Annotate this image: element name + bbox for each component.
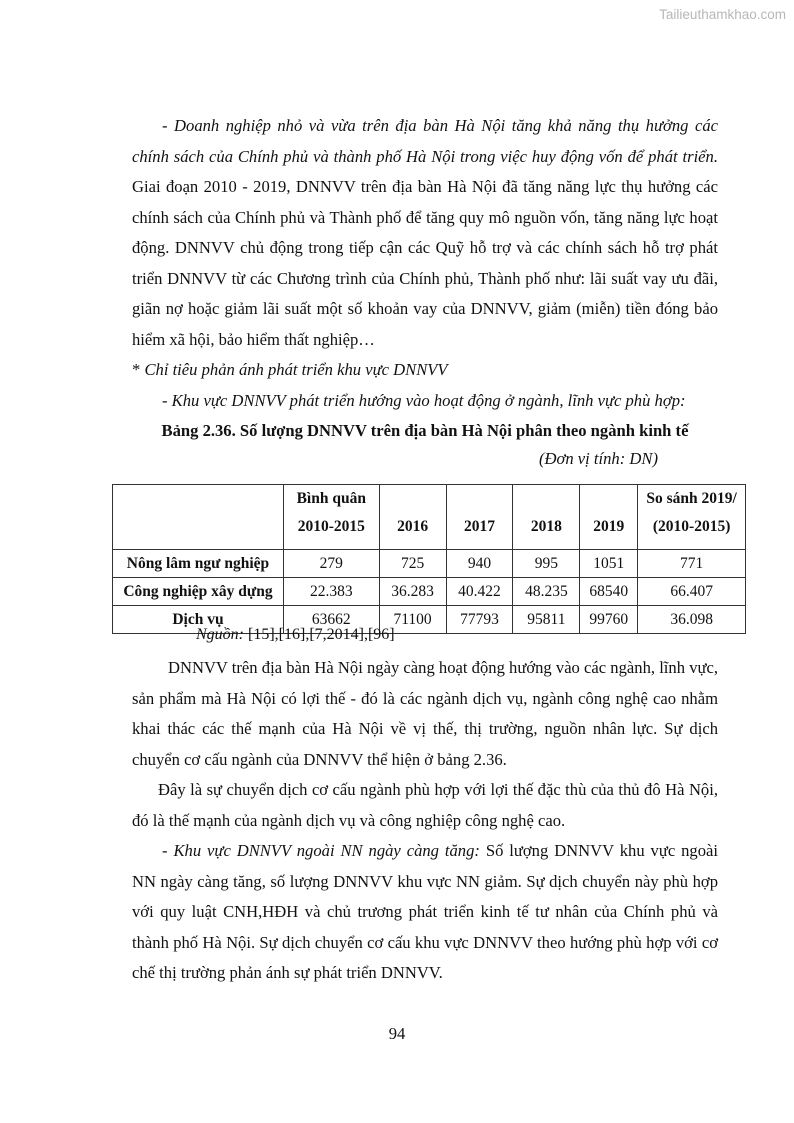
sector-table bbox=[112, 484, 746, 634]
row-sector: Nông lâm ngư nghiệp bbox=[113, 550, 284, 578]
cell-2019: 1051 bbox=[580, 550, 638, 578]
row-sector: Dịch vụ bbox=[113, 606, 284, 634]
indicator-heading-bullet: * bbox=[132, 360, 145, 379]
sector-subheading: - Khu vực DNNVV phát triển hướng vào hoạt động ở ngành, lĩnh vực phù hợp: bbox=[162, 390, 686, 410]
cell-2018: 95811 bbox=[513, 606, 580, 634]
table-unit: (Đơn vị tính: DN) bbox=[538, 449, 658, 468]
cell-2016: 36.283 bbox=[379, 578, 446, 606]
header-comparison: So sánh 2019/ (2010-2015) bbox=[638, 485, 746, 550]
cell-average: 63662 bbox=[283, 606, 379, 634]
cell-2019: 68540 bbox=[580, 578, 638, 606]
paragraph-body: Số lượng DNNVV khu vực ngoài NN ngày càng tăng, số lượng DNNVV khu vực NN giảm. Sự dịch chuyển này phù hợp với quy luật CNH,HĐH và chủ trương phát triển kinh tế tư nhân của Chính phủ và thành phố Hà Nội. Sự dịch chuyển cơ cấu khu vực DNNVV theo hướng phù hợp với cơ chế thị trường phản ánh sự phát triển DNNVV. bbox=[132, 841, 718, 982]
cell-comparison: 771 bbox=[638, 550, 746, 578]
cell-2016: 725 bbox=[379, 550, 446, 578]
header-average: Bình quân 2010-2015 bbox=[283, 485, 379, 550]
table-row bbox=[113, 550, 746, 578]
table-header-row bbox=[113, 485, 746, 550]
paragraph-capital-access bbox=[132, 111, 718, 355]
source-label: Nguồn: bbox=[196, 626, 244, 643]
table-source bbox=[196, 626, 395, 644]
table-title: Bảng 2.36. Số lượng DNNVV trên địa bàn Hà Nội phân theo ngành kinh tế bbox=[161, 421, 689, 440]
cell-comparison: 66.407 bbox=[638, 578, 746, 606]
cell-2019: 99760 bbox=[580, 606, 638, 634]
cell-comparison: 36.098 bbox=[638, 606, 746, 634]
cell-2016: 71100 bbox=[379, 606, 446, 634]
header-2017: 2017 bbox=[446, 485, 513, 550]
row-sector: Công nghiệp xây dựng bbox=[113, 578, 284, 606]
paragraph-body: Giai đoạn 2010 - 2019, DNNVV trên địa bàn Hà Nội đã tăng năng lực thụ hưởng các chính sách của Chính phủ và Thành phố để tăng quy mô nguồn vốn, tăng năng lực hoạt động. DNNVV chủ động trong tiếp cận các Quỹ hỗ trợ và các chính sách hỗ trợ phát triển DNNVV từ các Chương trình của Chính phủ, Thành phố như: lãi suất vay ưu đãi, giãn nợ hoặc giảm lãi suất một số khoản vay của DNNVV, giảm (miễn) tiền đóng bảo hiểm xã hội, bảo hiểm thất nghiệp… bbox=[132, 177, 718, 349]
cell-average: 279 bbox=[283, 550, 379, 578]
source-refs: [15],[16],[7,2014],[96] bbox=[244, 626, 395, 643]
header-2019: 2019 bbox=[580, 485, 638, 550]
indicator-heading bbox=[132, 355, 718, 386]
cell-2018: 48.235 bbox=[513, 578, 580, 606]
cell-2017: 40.422 bbox=[446, 578, 513, 606]
header-empty bbox=[113, 485, 284, 550]
paragraph-sector-shift: DNNVV trên địa bàn Hà Nội ngày càng hoạt động hướng vào các ngành, lĩnh vực, sản phẩm mà Hà Nội có lợi thế - đó là các ngành dịch vụ, ngành công nghệ cao nhằm khai thác các thế mạnh của Hà Nội về vị thế, thị trường, nguồn nhân lực. Sự dịch chuyển cơ cấu ngành của DNNVV thể hiện ở bảng 2.36. bbox=[132, 658, 718, 769]
cell-2017: 940 bbox=[446, 550, 513, 578]
header-2016: 2016 bbox=[379, 485, 446, 550]
paragraph-lead-italic: - Doanh nghiệp nhỏ và vừa trên địa bàn Hà Nội tăng khả năng thụ hưởng các chính sách của Chính phủ và thành phố Hà Nội trong việc huy động vốn để phát triển. bbox=[132, 116, 718, 166]
cell-average: 22.383 bbox=[283, 578, 379, 606]
watermark: Tailieuthamkhao.com bbox=[659, 7, 786, 22]
paragraph-structure: Đây là sự chuyển dịch cơ cấu ngành phù hợp với lợi thế đặc thù của thủ đô Hà Nội, đó là thế mạnh của ngành dịch vụ và công nghiệp công nghệ cao. bbox=[132, 780, 718, 830]
paragraph-non-state bbox=[132, 836, 718, 989]
indicator-heading-text: Chỉ tiêu phản ánh phát triển khu vực DNNVV bbox=[144, 360, 448, 379]
upper-body bbox=[132, 111, 718, 474]
header-2018: 2018 bbox=[513, 485, 580, 550]
lower-body bbox=[132, 653, 718, 989]
cell-2017: 77793 bbox=[446, 606, 513, 634]
paragraph-lead-italic: - Khu vực DNNVV ngoài NN ngày càng tăng: bbox=[162, 841, 480, 860]
page-number: 94 bbox=[388, 1024, 406, 1043]
cell-2018: 995 bbox=[513, 550, 580, 578]
table-row bbox=[113, 578, 746, 606]
